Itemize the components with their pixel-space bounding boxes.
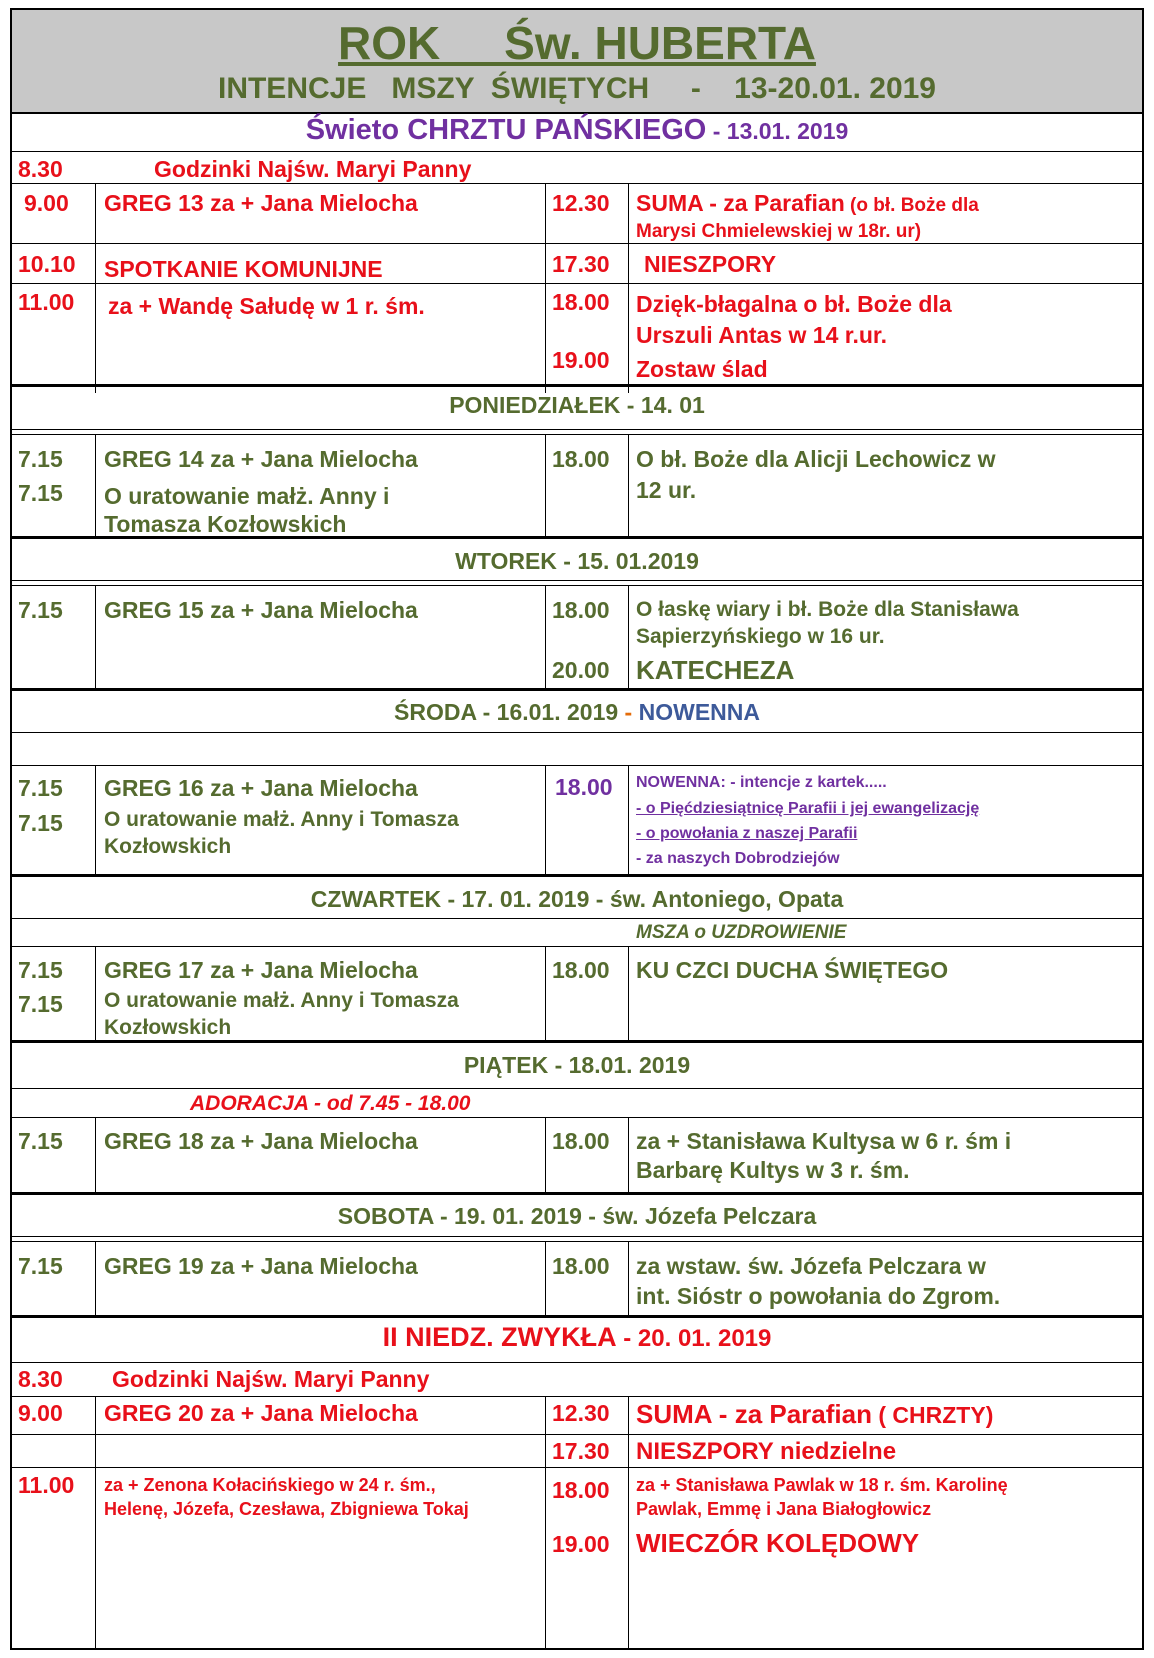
friday-text-1800-line1: za + Stanisława Kultysa w 6 r. śm i: [636, 1128, 1012, 1154]
monday-time-715-a: 7.15: [18, 446, 63, 472]
thursday-time-1800: 18.00: [552, 957, 610, 983]
monday-text-715-a: GREG 14 za + Jana Mielocha: [104, 446, 418, 472]
sunday-1-text-1100: za + Wandę Sałudę w 1 r. śm.: [108, 293, 425, 319]
sunday-1-text-1230: SUMA - za Parafian (o bł. Boże dla: [636, 190, 979, 216]
saturday-heading: SOBOTA - 19. 01. 2019 - św. Józefa Pelczara: [337, 1203, 817, 1229]
thursday-heading: CZWARTEK - 17. 01. 2019 - św. Antoniego, Opata: [310, 886, 844, 912]
sunday-2-time-1100: 11.00: [18, 1472, 75, 1498]
sunday-2-text-900: GREG 20 za + Jana Mielocha: [104, 1400, 418, 1426]
sunday-2-time-1900: 19.00: [552, 1531, 610, 1557]
sunday-1-time-1010: 10.10: [18, 251, 76, 277]
sunday-2-text-1230: SUMA - za Parafian ( CHRZTY): [636, 1399, 994, 1429]
friday-text-1800-line2: Barbarę Kultys w 3 r. śm.: [636, 1157, 910, 1183]
wednesday-time-715-b: 7.15: [18, 810, 63, 836]
mass-schedule-sheet: [10, 8, 1144, 1650]
tuesday-text-1800-line2: Sapierzyńskiego w 16 ur.: [636, 625, 885, 648]
sunday-1-time-1230: 12.30: [552, 190, 610, 216]
wednesday-heading: ŚRODA - 16.01. 2019 - NOWENNA: [394, 699, 760, 725]
sunday-2-text-1100-line1: za + Zenona Kołacińskiego w 24 r. śm.,: [104, 1475, 436, 1495]
sunday-1-text-830: Godzinki Najśw. Maryi Panny: [154, 156, 472, 182]
sunday-1-date: - 13.01. 2019: [706, 118, 849, 144]
friday-heading: PIĄTEK - 18.01. 2019: [463, 1052, 691, 1078]
saturday-text-715: GREG 19 za + Jana Mielocha: [104, 1253, 418, 1279]
monday-text-1800-line1: O bł. Boże dla Alicji Lechowicz w: [636, 446, 996, 472]
sunday-2-text-1730: NIESZPORY niedzielne: [636, 1438, 897, 1465]
sunday-1-text-1900: Zostaw ślad: [636, 356, 768, 382]
tuesday-time-715: 7.15: [18, 597, 63, 623]
sunday-2-text-1800-line1: za + Stanisława Pawlak w 18 r. śm. Karolinę: [636, 1475, 1008, 1495]
sunday-2-heading: II NIEDZ. ZWYKŁA - 20. 01. 2019: [382, 1322, 772, 1352]
wednesday-text-715-b-line2: Kozłowskich: [104, 835, 232, 858]
tuesday-text-715: GREG 15 za + Jana Mielocha: [104, 597, 418, 623]
monday-text-715-b-line2: Tomasza Kozłowskich: [104, 511, 347, 537]
saturday-time-1800: 18.00: [552, 1253, 610, 1279]
wednesday-novena-line3: - o powołania z naszej Parafii: [636, 825, 858, 842]
saturday-text-1800-line1: za wstaw. św. Józefa Pelczara w: [636, 1253, 986, 1279]
thursday-text-1800: KU CZCI DUCHA ŚWIĘTEGO: [636, 957, 949, 983]
page-subtitle: INTENCJE MSZY ŚWIĘTYCH - 13-20.01. 2019: [217, 72, 936, 105]
friday-time-715: 7.15: [18, 1128, 63, 1154]
wednesday-novena-line1: NOWENNA: - intencje z kartek.....: [636, 774, 887, 791]
sunday-2-time-1230: 12.30: [552, 1400, 610, 1426]
tuesday-time-2000: 20.00: [552, 657, 610, 683]
thursday-text-715-b-line1: O uratowanie małż. Anny i Tomasza: [104, 989, 459, 1012]
tuesday-time-1800: 18.00: [552, 597, 610, 623]
monday-text-715-b-line1: O uratowanie małż. Anny i: [104, 483, 390, 509]
sunday-1-text-1230-line2: Marysi Chmielewskiej w 18r. ur): [636, 221, 922, 242]
sunday-1-time-1730: 17.30: [552, 251, 610, 277]
thursday-time-715-b: 7.15: [18, 991, 63, 1017]
wednesday-novena-line4: - za naszych Dobrodziejów: [636, 850, 840, 867]
monday-text-1800-line2: 12 ur.: [636, 477, 697, 503]
friday-adoration-note: ADORACJA - od 7.45 - 18.00: [190, 1092, 471, 1115]
sunday-1-time-1900: 19.00: [552, 347, 610, 373]
sunday-1-text-900: GREG 13 za + Jana Mielocha: [104, 190, 418, 216]
sunday-2-time-1800: 18.00: [552, 1477, 610, 1503]
friday-time-1800: 18.00: [552, 1128, 610, 1154]
sunday-2-time-1730: 17.30: [552, 1438, 610, 1464]
page-header: [12, 10, 1142, 114]
monday-heading: PONIEDZIAŁEK - 14. 01: [449, 392, 705, 418]
sunday-1-text-1800-line2: Urszuli Antas w 14 r.ur.: [636, 322, 887, 348]
monday-time-1800: 18.00: [552, 446, 610, 472]
wednesday-text-715-a: GREG 16 za + Jana Mielocha: [104, 775, 418, 801]
sunday-2-time-830: 8.30: [18, 1366, 63, 1392]
sunday-1-time-1800: 18.00: [552, 289, 610, 315]
friday-text-715: GREG 18 za + Jana Mielocha: [104, 1128, 418, 1154]
sunday-2-text-830: Godzinki Najśw. Maryi Panny: [112, 1366, 430, 1392]
sunday-2-time-900: 9.00: [18, 1400, 63, 1426]
saturday-time-715: 7.15: [18, 1253, 63, 1279]
tuesday-text-1800-line1: O łaskę wiary i bł. Boże dla Stanisława: [636, 598, 1019, 621]
monday-time-715-b: 7.15: [18, 480, 63, 506]
wednesday-novena-line2: - o Pięćdziesiątnicę Parafii i jej ewangelizację: [636, 800, 980, 817]
thursday-note: MSZA o UZDROWIENIE: [636, 922, 847, 943]
sunday-2-text-1800-line2: Pawlak, Emmę i Jana Białogłowicz: [636, 1499, 932, 1519]
wednesday-time-715-a: 7.15: [18, 775, 63, 801]
thursday-text-715-b-line2: Kozłowskich: [104, 1016, 232, 1039]
sunday-1-text-1730: NIESZPORY: [644, 251, 777, 277]
sunday-2-text-1900: WIECZÓR KOLĘDOWY: [636, 1528, 920, 1558]
tuesday-heading: WTOREK - 15. 01.2019: [455, 548, 699, 574]
sunday-1-time-1100: 11.00: [18, 289, 75, 315]
thursday-time-715-a: 7.15: [18, 957, 63, 983]
wednesday-time-1800: 18.00: [555, 774, 613, 800]
sunday-1-text-1010: SPOTKANIE KOMUNIJNE: [104, 256, 383, 282]
tuesday-text-2000: KATECHEZA: [636, 655, 795, 685]
sunday-1-time-830: 8.30: [18, 156, 63, 182]
page-title: ROK Św. HUBERTA: [338, 17, 816, 69]
sunday-2-text-1100-line2: Helenę, Józefa, Czesława, Zbigniewa Tokaj: [104, 1499, 469, 1519]
saturday-text-1800-line2: int. Sióstr o powołania do Zgrom.: [636, 1283, 1001, 1309]
sunday-1-heading: [12, 114, 1142, 147]
thursday-text-715-a: GREG 17 za + Jana Mielocha: [104, 957, 418, 983]
sunday-1-time-900: 9.00: [24, 190, 69, 216]
wednesday-text-715-b-line1: O uratowanie małż. Anny i Tomasza: [104, 808, 459, 831]
sunday-1-title: Świeto CHRZTU PAŃSKIEGO: [305, 114, 707, 146]
sunday-1-text-1800-line1: Dzięk-błagalna o bł. Boże dla: [636, 291, 952, 317]
